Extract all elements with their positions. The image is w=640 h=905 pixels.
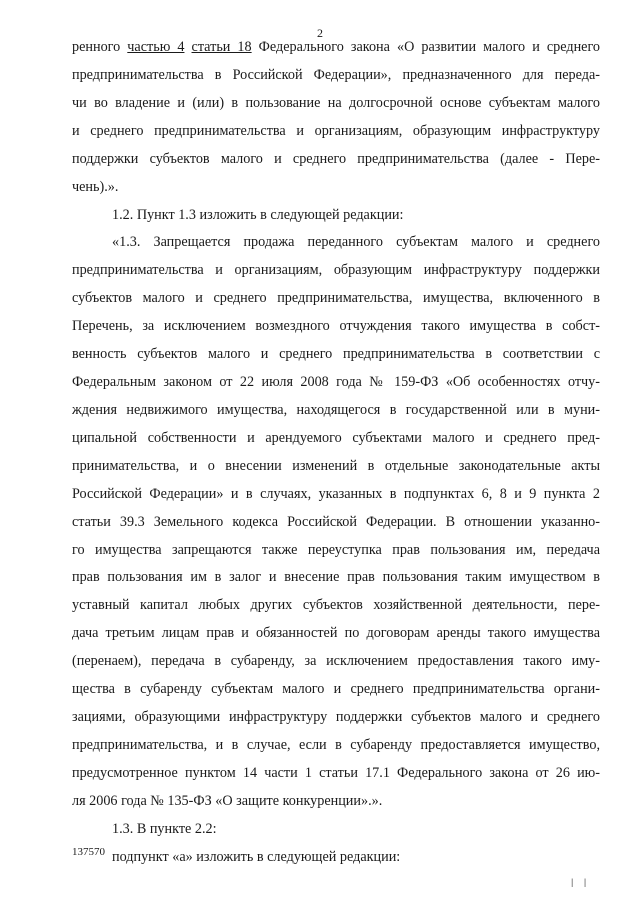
link-part-4[interactable]: частью 4 xyxy=(127,39,185,55)
page-number: 2 xyxy=(317,26,323,40)
text-line: статьи 39.3 Земельного кодекса Российской Федерации. В отношении указанно- xyxy=(72,514,600,530)
text-line: уставный капитал любых других субъектов хозяйственной деятельности, пере- xyxy=(72,597,600,613)
text-fragment: ренного xyxy=(72,39,128,55)
text-line: принимательства, и о внесении изменений в отдельные законодательные акты xyxy=(72,458,600,474)
text-line: ждения недвижимого имущества, находящегося в государственной или в муни- xyxy=(72,402,600,418)
paragraph-heading: 1.2. Пункт 1.3 изложить в следующей редакции: xyxy=(112,207,404,223)
text-line: субъектов малого и среднего предпринимательства, имущества, включенного в xyxy=(72,290,600,306)
corner-marks: | | xyxy=(571,877,591,887)
text-line: подпункт «а» изложить в следующей редакции: xyxy=(112,849,401,865)
text-line: Российской Федерации» и в случаях, указанных в подпунктах 6, 8 и 9 пункта 2 xyxy=(72,486,600,502)
text-line: прав пользования им в залог и внесение прав пользования таким имуществом в xyxy=(72,569,600,585)
text-line: (перенаем), передача в субаренду, за исключением предоставления такого иму- xyxy=(72,653,600,669)
text-line: «1.3. Запрещается продажа переданного субъектам малого и среднего xyxy=(112,234,600,250)
text-line: ля 2006 года № 135-ФЗ «О защите конкуренции».». xyxy=(72,793,383,809)
text-fragment: Федерального закона «О развитии малого и среднего xyxy=(251,39,601,55)
text-line: предпринимательства и организациям, образующим инфраструктуру поддержки xyxy=(72,262,600,278)
text-line: Федеральным законом от 22 июля 2008 года № 159-ФЗ «Об особенностях отчу- xyxy=(72,374,600,390)
text-line: предусмотренное пунктом 14 части 1 статьи 17.1 Федерального закона от 26 ию- xyxy=(72,765,600,781)
text-line: и среднего предпринимательства и организациям, образующим инфраструктуру xyxy=(72,123,600,139)
text-line: дача третьим лицам прав и обязанностей по договорам аренды такого имущества xyxy=(72,625,600,641)
link-article-18[interactable]: статьи 18 xyxy=(191,39,252,55)
text-line: ципальной собственности и арендуемого субъектами малого и среднего пред- xyxy=(72,430,600,446)
text-line: го имущества запрещаются также переуступка прав пользования им, передача xyxy=(72,542,600,558)
paragraph-heading: 1.3. В пункте 2.2: xyxy=(112,821,217,837)
text-line: чи во владение и (или) в пользование на долгосрочной основе субъектам малого xyxy=(72,95,600,111)
document-code: 137570 xyxy=(72,846,105,858)
text-line: Перечень, за исключением возмездного отчуждения такого имущества в собст- xyxy=(72,318,600,334)
text-line: предпринимательства в Российской Федерации», предназначенного для переда- xyxy=(72,67,600,83)
text-line: щества в субаренду субъектам малого и среднего предпринимательства органи- xyxy=(72,681,600,697)
text-line: предпринимательства, и в случае, если в субаренду предоставляется имущество, xyxy=(72,737,600,753)
text-line: зациями, образующими инфраструктуру поддержки субъектов малого и среднего xyxy=(72,709,600,725)
text-line: чень).». xyxy=(72,179,119,195)
text-line xyxy=(72,37,600,57)
text-line: венность субъектов малого и среднего предпринимательства в соответствии с xyxy=(72,346,600,362)
text-line: поддержки субъектов малого и среднего предпринимательства (далее - Пере- xyxy=(72,151,600,167)
